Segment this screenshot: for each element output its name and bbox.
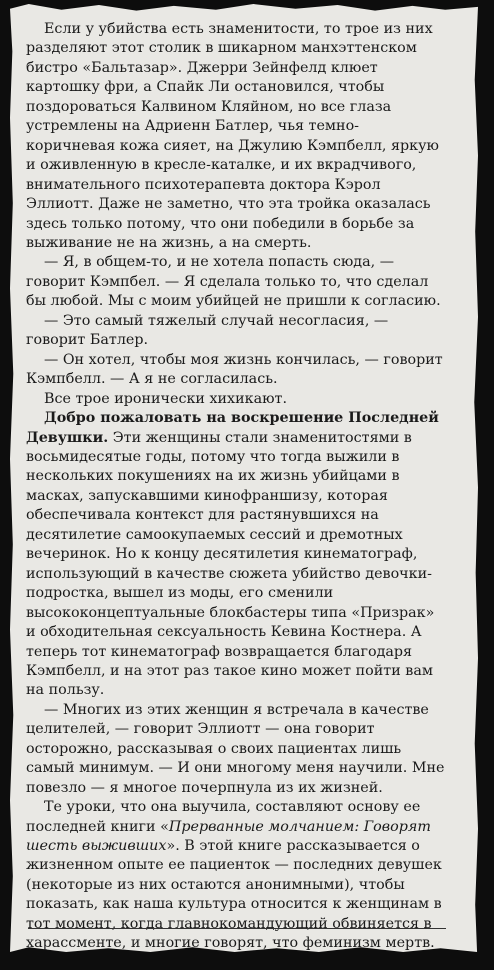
book-title: Прерванные молчанием: Говорят шесть выживших [26, 818, 431, 855]
paragraph-laugh: Все трое иронически хихикают. [44, 390, 288, 407]
welcome-text: Эти женщины стали знаменитостями в восьмидесятые годы, потому что тогда выжили в нескольких покушениях на их жизнь убийцами в масках, запускавшими кинофраншизу, которая обеспечивала контекст для растянувшихся на десятилетие самоокупаемых сессий и дремотных вечеринок. Но к концу десятилетия кинематограф, использующий в качестве сюжета убийство девочки-подростка, вышел из моды, его сменили высококонцептуальные блокбастеры типа «Призрак» и обходительная сексуальность Кевина Костнера. А теперь тот кинематограф возвращается благодаря Кэмпбелл, и на этот раз такое кино может пойти вам на пользу. [26, 429, 435, 699]
paragraph-campbell-reply: — Он хотел, чтобы моя жизнь кончилась, — говорит Кэмпбелл. — А я не согласилась. [26, 351, 443, 388]
welcome-lead: Добро пожаловать на воскрешение Последней Девушки. [26, 410, 439, 446]
book-description: ». В этой книге рассказывается о жизненном опыте ее пациенток — последних девушек (некоторые из них остаются анонимными), чтобы показать, как наша культура относится к женщинам в тот момент, когда главнокомандующий обвиняется в харассменте, и многие говорят, что феминизм мертв. [26, 838, 442, 952]
paragraph-campbell-quote: — Я, в общем-то, и не хотела попасть сюда, — говорит Кэмпбел. — Я сделала только то, что сделал бы любой. Мы с моим убийцей не пришли к согласию. [26, 254, 441, 310]
paragraph-elliott-quote: — Многих из этих женщин я встречала в качестве целителей, — говорит Эллиотт — она говорит осторожно, рассказывая о своих пациентах лишь самый минимум. — И они многому меня научили. Мне повезло — я многое почерпнула из их жизней. [26, 701, 445, 796]
column-divider [28, 928, 446, 929]
paragraph-butler-quote: — Это самый тяжелый случай несогласия, — говорит Батлер. [26, 312, 389, 349]
paragraph-intro: Если у убийства есть знаменитости, то трое из них разделяют этот столик в шикарном манхэттенском бистро «Бальтазар». Джерри Зейнфелд клюет картошку фри, а Спайк Ли остановился, чтобы поздороваться Калвином Кляйном, но все глаза устремлены на Адриенн Батлер, чья темно-коричневая кожа сияет, на Джулию Кэмпбелл, яркую и оживленную в кресле-каталке, и их вкрадчивого, внимательного психотерапевта доктора Кэрол Эллиотт. Даже не заметно, что эта тройка оказалась здесь только потому, что они победили в борьбе за выживание не на жизнь, а на смерть. [26, 21, 439, 251]
book-intro: Те уроки, что она выучила, составляют основу ее последней книги « [26, 799, 421, 835]
paragraph-book [26, 798, 448, 954]
paragraph-welcome [26, 409, 448, 701]
article-body [26, 20, 448, 954]
